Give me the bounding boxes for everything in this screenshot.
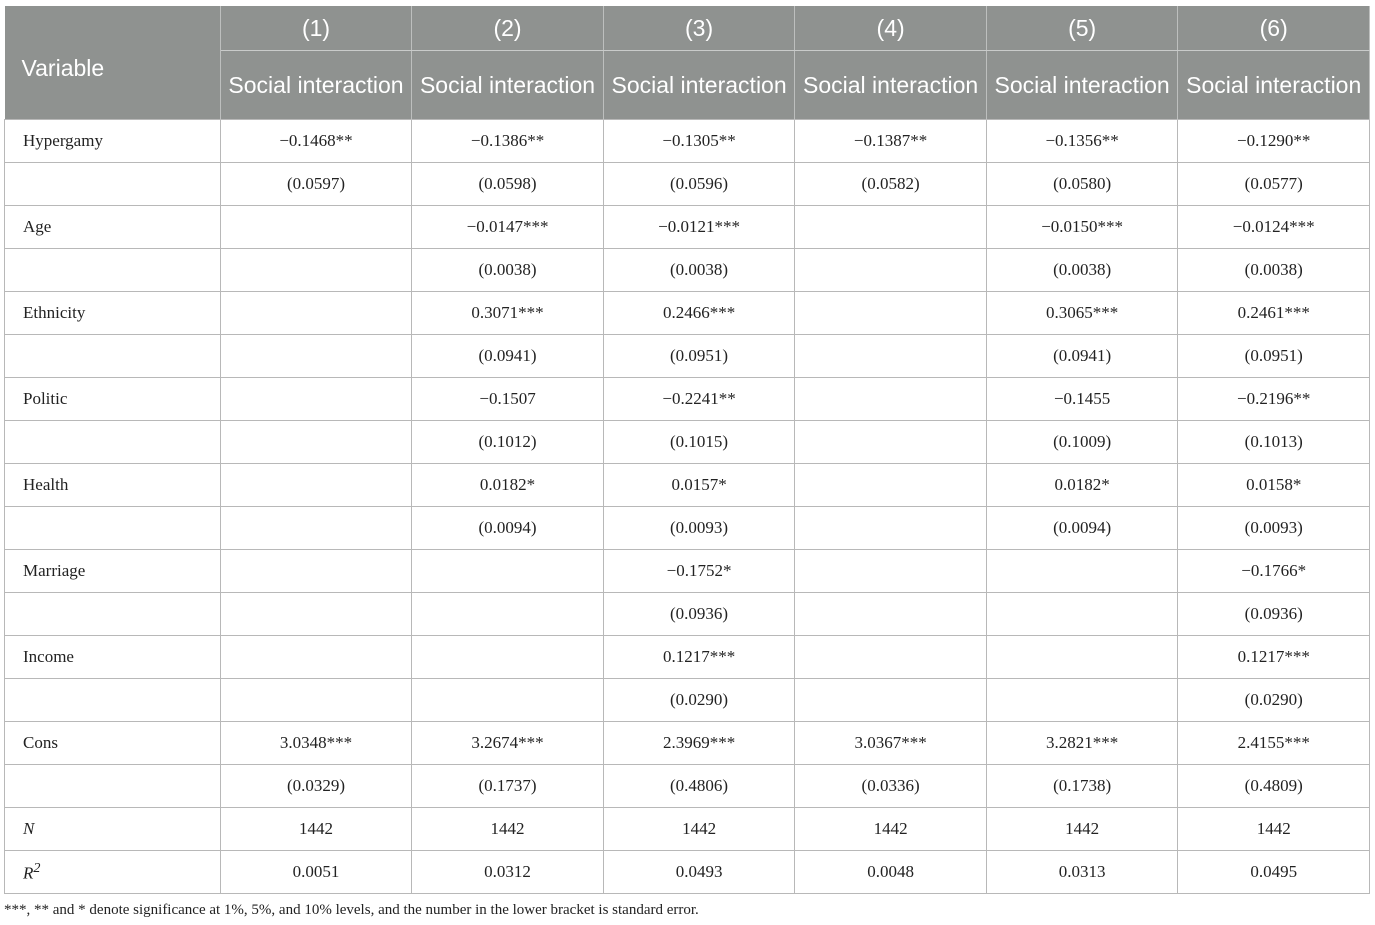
table-cell: −0.1305** [603,120,795,163]
table-cell: (0.0580) [986,163,1178,206]
table-cell: 0.0313 [986,851,1178,894]
table-cell: (0.0941) [412,335,604,378]
table-cell [795,464,987,507]
table-cell: 0.3065*** [986,292,1178,335]
table-cell: 3.2821*** [986,722,1178,765]
table-cell: 0.1217*** [603,636,795,679]
table-row [5,808,1370,851]
table-cell: 1442 [795,808,987,851]
variable-column-header: Variable [5,6,221,120]
table-cell [220,335,412,378]
table-cell: −0.2241** [603,378,795,421]
table-row [5,120,1370,163]
table-cell [220,421,412,464]
table-cell [986,679,1178,722]
row-label [5,507,221,550]
table-cell [220,206,412,249]
table-cell [795,206,987,249]
table-cell [220,249,412,292]
table-cell: (0.0329) [220,765,412,808]
table-cell: 0.0182* [412,464,604,507]
row-label: Marriage [5,550,221,593]
table-cell: −0.1766* [1178,550,1370,593]
table-cell [220,464,412,507]
table-body [5,120,1370,894]
table-cell [795,679,987,722]
table-cell [220,679,412,722]
table-cell: −0.1290** [1178,120,1370,163]
table-cell [795,507,987,550]
table-cell: −0.1455 [986,378,1178,421]
table-cell: (0.0951) [603,335,795,378]
table-cell: (0.1009) [986,421,1178,464]
table-cell: (0.4806) [603,765,795,808]
table-cell: (0.1012) [412,421,604,464]
table-cell: (0.0936) [603,593,795,636]
table-header [5,6,1370,120]
table-cell: 0.0051 [220,851,412,894]
table-cell: 0.2466*** [603,292,795,335]
table-cell: −0.1507 [412,378,604,421]
table-cell: (0.0597) [220,163,412,206]
table-cell: 0.1217*** [1178,636,1370,679]
table-cell: −0.0124*** [1178,206,1370,249]
table-row [5,636,1370,679]
table-cell [220,550,412,593]
table-cell: (0.0596) [603,163,795,206]
table-cell: (0.4809) [1178,765,1370,808]
table-cell: 0.0182* [986,464,1178,507]
table-cell [795,378,987,421]
row-label [5,851,221,894]
table-cell: 0.2461*** [1178,292,1370,335]
table-cell: (0.0598) [412,163,604,206]
table-cell [220,292,412,335]
table-cell: 1442 [412,808,604,851]
table-cell [795,636,987,679]
column-number-header: (2) [412,6,604,51]
regression-table [4,6,1370,894]
table-cell: 2.3969*** [603,722,795,765]
row-label: Income [5,636,221,679]
table-cell: (0.0577) [1178,163,1370,206]
table-row [5,378,1370,421]
column-number-header: (3) [603,6,795,51]
table-cell: 0.0493 [603,851,795,894]
table-cell [220,378,412,421]
table-cell: (0.0290) [1178,679,1370,722]
table-cell: 1442 [220,808,412,851]
table-cell [220,507,412,550]
table-cell [986,550,1178,593]
table-row [5,593,1370,636]
row-label: Cons [5,722,221,765]
table-cell [412,636,604,679]
table-cell: (0.1738) [986,765,1178,808]
row-label: N [5,808,221,851]
table-cell [795,550,987,593]
table-row [5,765,1370,808]
table-cell: −0.1356** [986,120,1178,163]
table-cell: −0.0147*** [412,206,604,249]
table-cell: (0.0094) [986,507,1178,550]
column-number-header: (1) [220,6,412,51]
dependent-variable-header: Social interaction [986,51,1178,120]
table-cell: 0.0048 [795,851,987,894]
dependent-variable-header: Social interaction [1178,51,1370,120]
row-label-superscript: 2 [33,860,41,877]
table-cell: 3.2674*** [412,722,604,765]
table-cell [220,636,412,679]
table-cell: (0.0093) [1178,507,1370,550]
table-cell: 0.0158* [1178,464,1370,507]
row-label [5,765,221,808]
dependent-variable-header: Social interaction [795,51,987,120]
row-label: Age [5,206,221,249]
table-cell [412,550,604,593]
table-cell: (0.0038) [1178,249,1370,292]
table-cell: (0.0038) [412,249,604,292]
table-cell: 2.4155*** [1178,722,1370,765]
table-cell: (0.0290) [603,679,795,722]
table-cell: 0.0495 [1178,851,1370,894]
table-cell [795,593,987,636]
table-cell [986,593,1178,636]
table-footnote: ***, ** and * denote significance at 1%, 5%, and 10% levels, and the number in the lower bracket is standard error. [4,902,699,918]
table-cell: 3.0367*** [795,722,987,765]
table-cell: 0.3071*** [412,292,604,335]
column-number-header: (4) [795,6,987,51]
table-cell [412,679,604,722]
table-cell: −0.2196** [1178,378,1370,421]
regression-table-container [4,6,1370,894]
row-label [5,249,221,292]
row-label [5,679,221,722]
table-row [5,249,1370,292]
row-label [5,335,221,378]
table-cell: (0.0582) [795,163,987,206]
table-row [5,335,1370,378]
row-label [5,593,221,636]
table-row [5,421,1370,464]
table-cell: (0.0038) [986,249,1178,292]
table-cell: 1442 [1178,808,1370,851]
table-cell [795,335,987,378]
row-label: Health [5,464,221,507]
row-label [5,163,221,206]
table-cell [412,593,604,636]
row-label-base: R [23,863,34,883]
table-row [5,163,1370,206]
dependent-variable-header: Social interaction [220,51,412,120]
row-label: Politic [5,378,221,421]
table-cell: (0.1737) [412,765,604,808]
table-cell: (0.0038) [603,249,795,292]
dependent-variable-header: Social interaction [412,51,604,120]
table-cell: (0.0951) [1178,335,1370,378]
table-cell: 3.0348*** [220,722,412,765]
table-row [5,851,1370,894]
row-label: Hypergamy [5,120,221,163]
table-cell: −0.1468** [220,120,412,163]
table-row [5,550,1370,593]
table-cell: (0.0093) [603,507,795,550]
table-cell [220,593,412,636]
column-number-header: (5) [986,6,1178,51]
table-row [5,292,1370,335]
table-cell [795,249,987,292]
table-row [5,206,1370,249]
table-cell [795,292,987,335]
table-cell: −0.1387** [795,120,987,163]
table-cell: (0.0336) [795,765,987,808]
table-row [5,679,1370,722]
table-cell: (0.1015) [603,421,795,464]
table-cell: 1442 [603,808,795,851]
row-label: Ethnicity [5,292,221,335]
table-cell [795,421,987,464]
table-cell: −0.0150*** [986,206,1178,249]
table-cell: 0.0157* [603,464,795,507]
table-cell: (0.0936) [1178,593,1370,636]
table-cell: (0.0941) [986,335,1178,378]
table-cell [986,636,1178,679]
table-cell: 1442 [986,808,1178,851]
table-cell: (0.0094) [412,507,604,550]
table-row [5,464,1370,507]
dependent-variable-header: Social interaction [603,51,795,120]
table-cell: 0.0312 [412,851,604,894]
table-cell: −0.1386** [412,120,604,163]
table-row [5,722,1370,765]
column-number-header: (6) [1178,6,1370,51]
row-label [5,421,221,464]
table-cell: (0.1013) [1178,421,1370,464]
table-row [5,507,1370,550]
table-cell: −0.0121*** [603,206,795,249]
table-cell: −0.1752* [603,550,795,593]
